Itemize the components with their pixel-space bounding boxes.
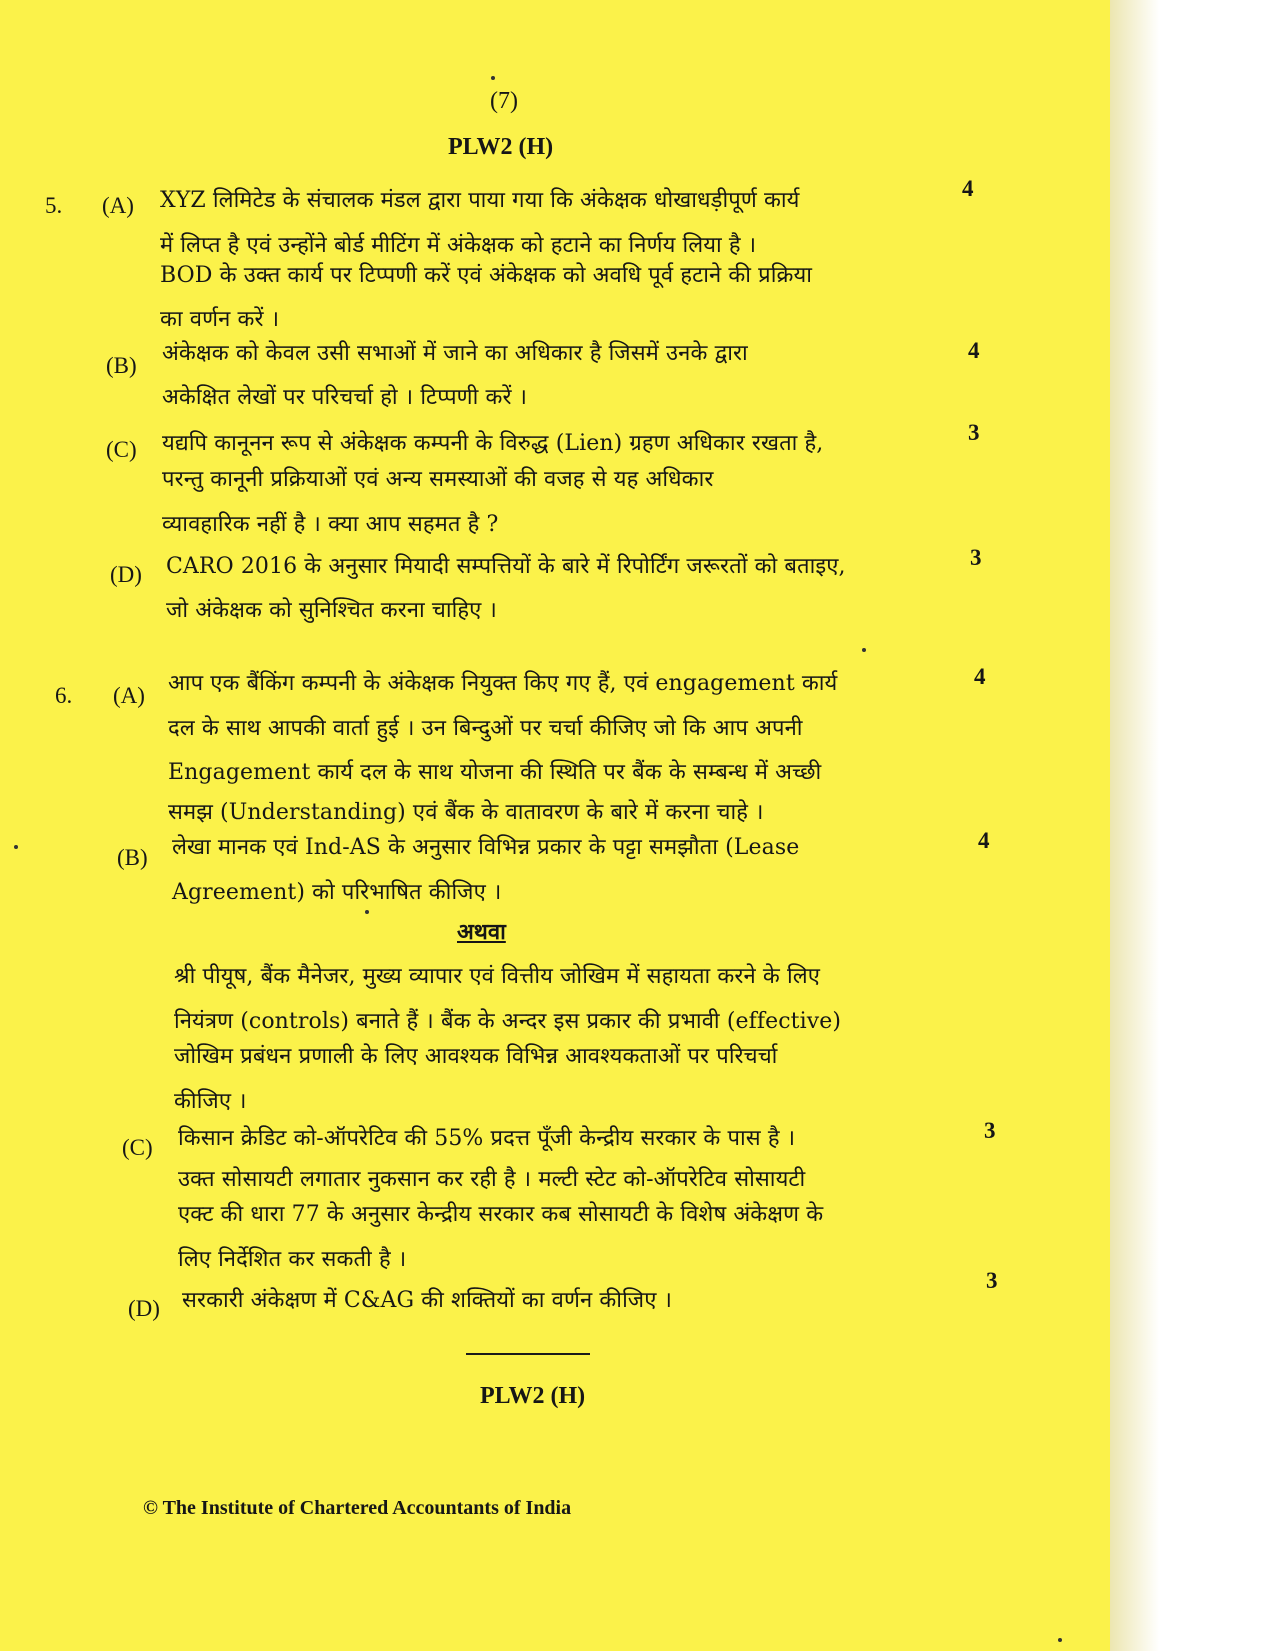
marks: 4	[974, 664, 986, 689]
part-label: (A)	[113, 683, 145, 708]
question-text-line: नियंत्रण (controls) बनाते हैं । बैंक के अन्दर इस प्रकार की प्रभावी (effective)	[174, 1009, 842, 1034]
question-text-line: किसान क्रेडिट को-ऑपरेटिव की 55% प्रदत्त पूँजी केन्द्रीय सरकार के पास है ।	[178, 1126, 796, 1151]
marks: 4	[968, 338, 980, 363]
question-text-line: उक्त सोसायटी लगातार नुकसान कर रही है । मल्टी स्टेट को-ऑपरेटिव सोसायटी	[178, 1167, 806, 1192]
question-text-line: जो अंकेक्षक को सुनिश्चित करना चाहिए ।	[166, 598, 497, 623]
question-text-line: अकेक्षित लेखों पर परिचर्चा हो । टिप्पणी करें ।	[162, 385, 528, 410]
question-text-line: अंकेक्षक को केवल उसी सभाओं में जाने का अधिकार है जिसमें उनके द्वारा	[162, 341, 748, 366]
page-margin	[1110, 0, 1275, 1651]
question-text-line: व्यावहारिक नहीं है । क्या आप सहमत है ?	[162, 512, 499, 537]
part-label: (C)	[122, 1135, 153, 1160]
marks: 4	[978, 828, 990, 853]
copyright-notice: © The Institute of Chartered Accountants of India	[143, 1497, 572, 1519]
marks: 3	[970, 545, 982, 570]
question-text-line: लेखा मानक एवं Ind-AS के अनुसार विभिन्न प्रकार के पट्टा समझौता (Lease	[172, 835, 800, 860]
part-label: (B)	[117, 845, 148, 870]
question-text-line: आप एक बैंकिंग कम्पनी के अंकेक्षक नियुक्त किए गए हैं, एवं engagement कार्य	[168, 671, 838, 696]
question-text-line: Agreement) को परिभाषित कीजिए ।	[172, 880, 502, 905]
paper-code-footer: PLW2 (H)	[480, 1383, 586, 1409]
marks: 3	[968, 420, 980, 445]
question-text-line: BOD के उक्त कार्य पर टिप्पणी करें एवं अंकेक्षक को अवधि पूर्व हटाने की प्रक्रिया	[160, 263, 813, 288]
marks: 3	[984, 1118, 996, 1143]
part-label: (A)	[102, 193, 134, 218]
question-text-line: श्री पीयूष, बैंक मैनेजर, मुख्य व्यापार एवं वित्तीय जोखिम में सहायता करने के लिए	[174, 964, 820, 989]
marks: 3	[986, 1268, 998, 1293]
page-number: (7)	[490, 88, 518, 114]
question-text-line: जोखिम प्रबंधन प्रणाली के लिए आवश्यक विभिन्न आवश्यकताओं पर परिचर्चा	[174, 1044, 778, 1069]
question-text-line: परन्तु कानूनी प्रक्रियाओं एवं अन्य समस्याओं की वजह से यह अधिकार	[162, 467, 714, 492]
part-label: (B)	[106, 353, 137, 378]
end-rule	[466, 1353, 590, 1355]
question-text-line: लिए निर्देशित कर सकती है ।	[178, 1247, 407, 1272]
question-number: 5.	[45, 193, 63, 218]
part-label: (D)	[128, 1296, 160, 1321]
paper-code-header: PLW2 (H)	[448, 134, 554, 160]
question-text-line: में लिप्त है एवं उन्होंने बोर्ड मीटिंग में अंकेक्षक को हटाने का निर्णय लिया है ।	[160, 233, 757, 258]
question-text-line: CARO 2016 के अनुसार मियादी सम्पत्तियों के बारे में रिपोर्टिंग जरूरतों को बताइए,	[166, 554, 846, 579]
marks: 4	[962, 176, 974, 201]
or-heading: अथवा	[457, 919, 506, 945]
question-text-line: Engagement कार्य दल के साथ योजना की स्थिति पर बैंक के सम्बन्ध में अच्छी	[168, 760, 822, 785]
question-text-line: दल के साथ आपकी वार्ता हुई । उन बिन्दुओं पर चर्चा कीजिए जो कि आप अपनी	[168, 716, 803, 741]
part-label: (C)	[106, 437, 137, 462]
question-text-line: XYZ लिमिटेड के संचालक मंडल द्वारा पाया गया कि अंकेक्षक धोखाधड़ीपूर्ण कार्य	[160, 188, 800, 213]
question-text-line: एक्ट की धारा 77 के अनुसार केन्द्रीय सरकार कब सोसायटी के विशेष अंकेक्षण के	[178, 1202, 824, 1227]
question-text-line: का वर्णन करें ।	[160, 307, 280, 332]
question-text-line: कीजिए ।	[174, 1089, 247, 1114]
question-text-line: समझ (Understanding) एवं बैंक के वातावरण के बारे में करना चाहे ।	[168, 800, 764, 825]
question-text-line: यद्यपि कानूनन रूप से अंकेक्षक कम्पनी के विरुद्ध (Lien) ग्रहण अधिकार रखता है,	[162, 431, 824, 456]
question-number: 6.	[55, 683, 73, 708]
question-text-line: सरकारी अंकेक्षण में C&AG की शक्तियों का वर्णन कीजिए ।	[182, 1288, 673, 1313]
part-label: (D)	[110, 562, 142, 587]
